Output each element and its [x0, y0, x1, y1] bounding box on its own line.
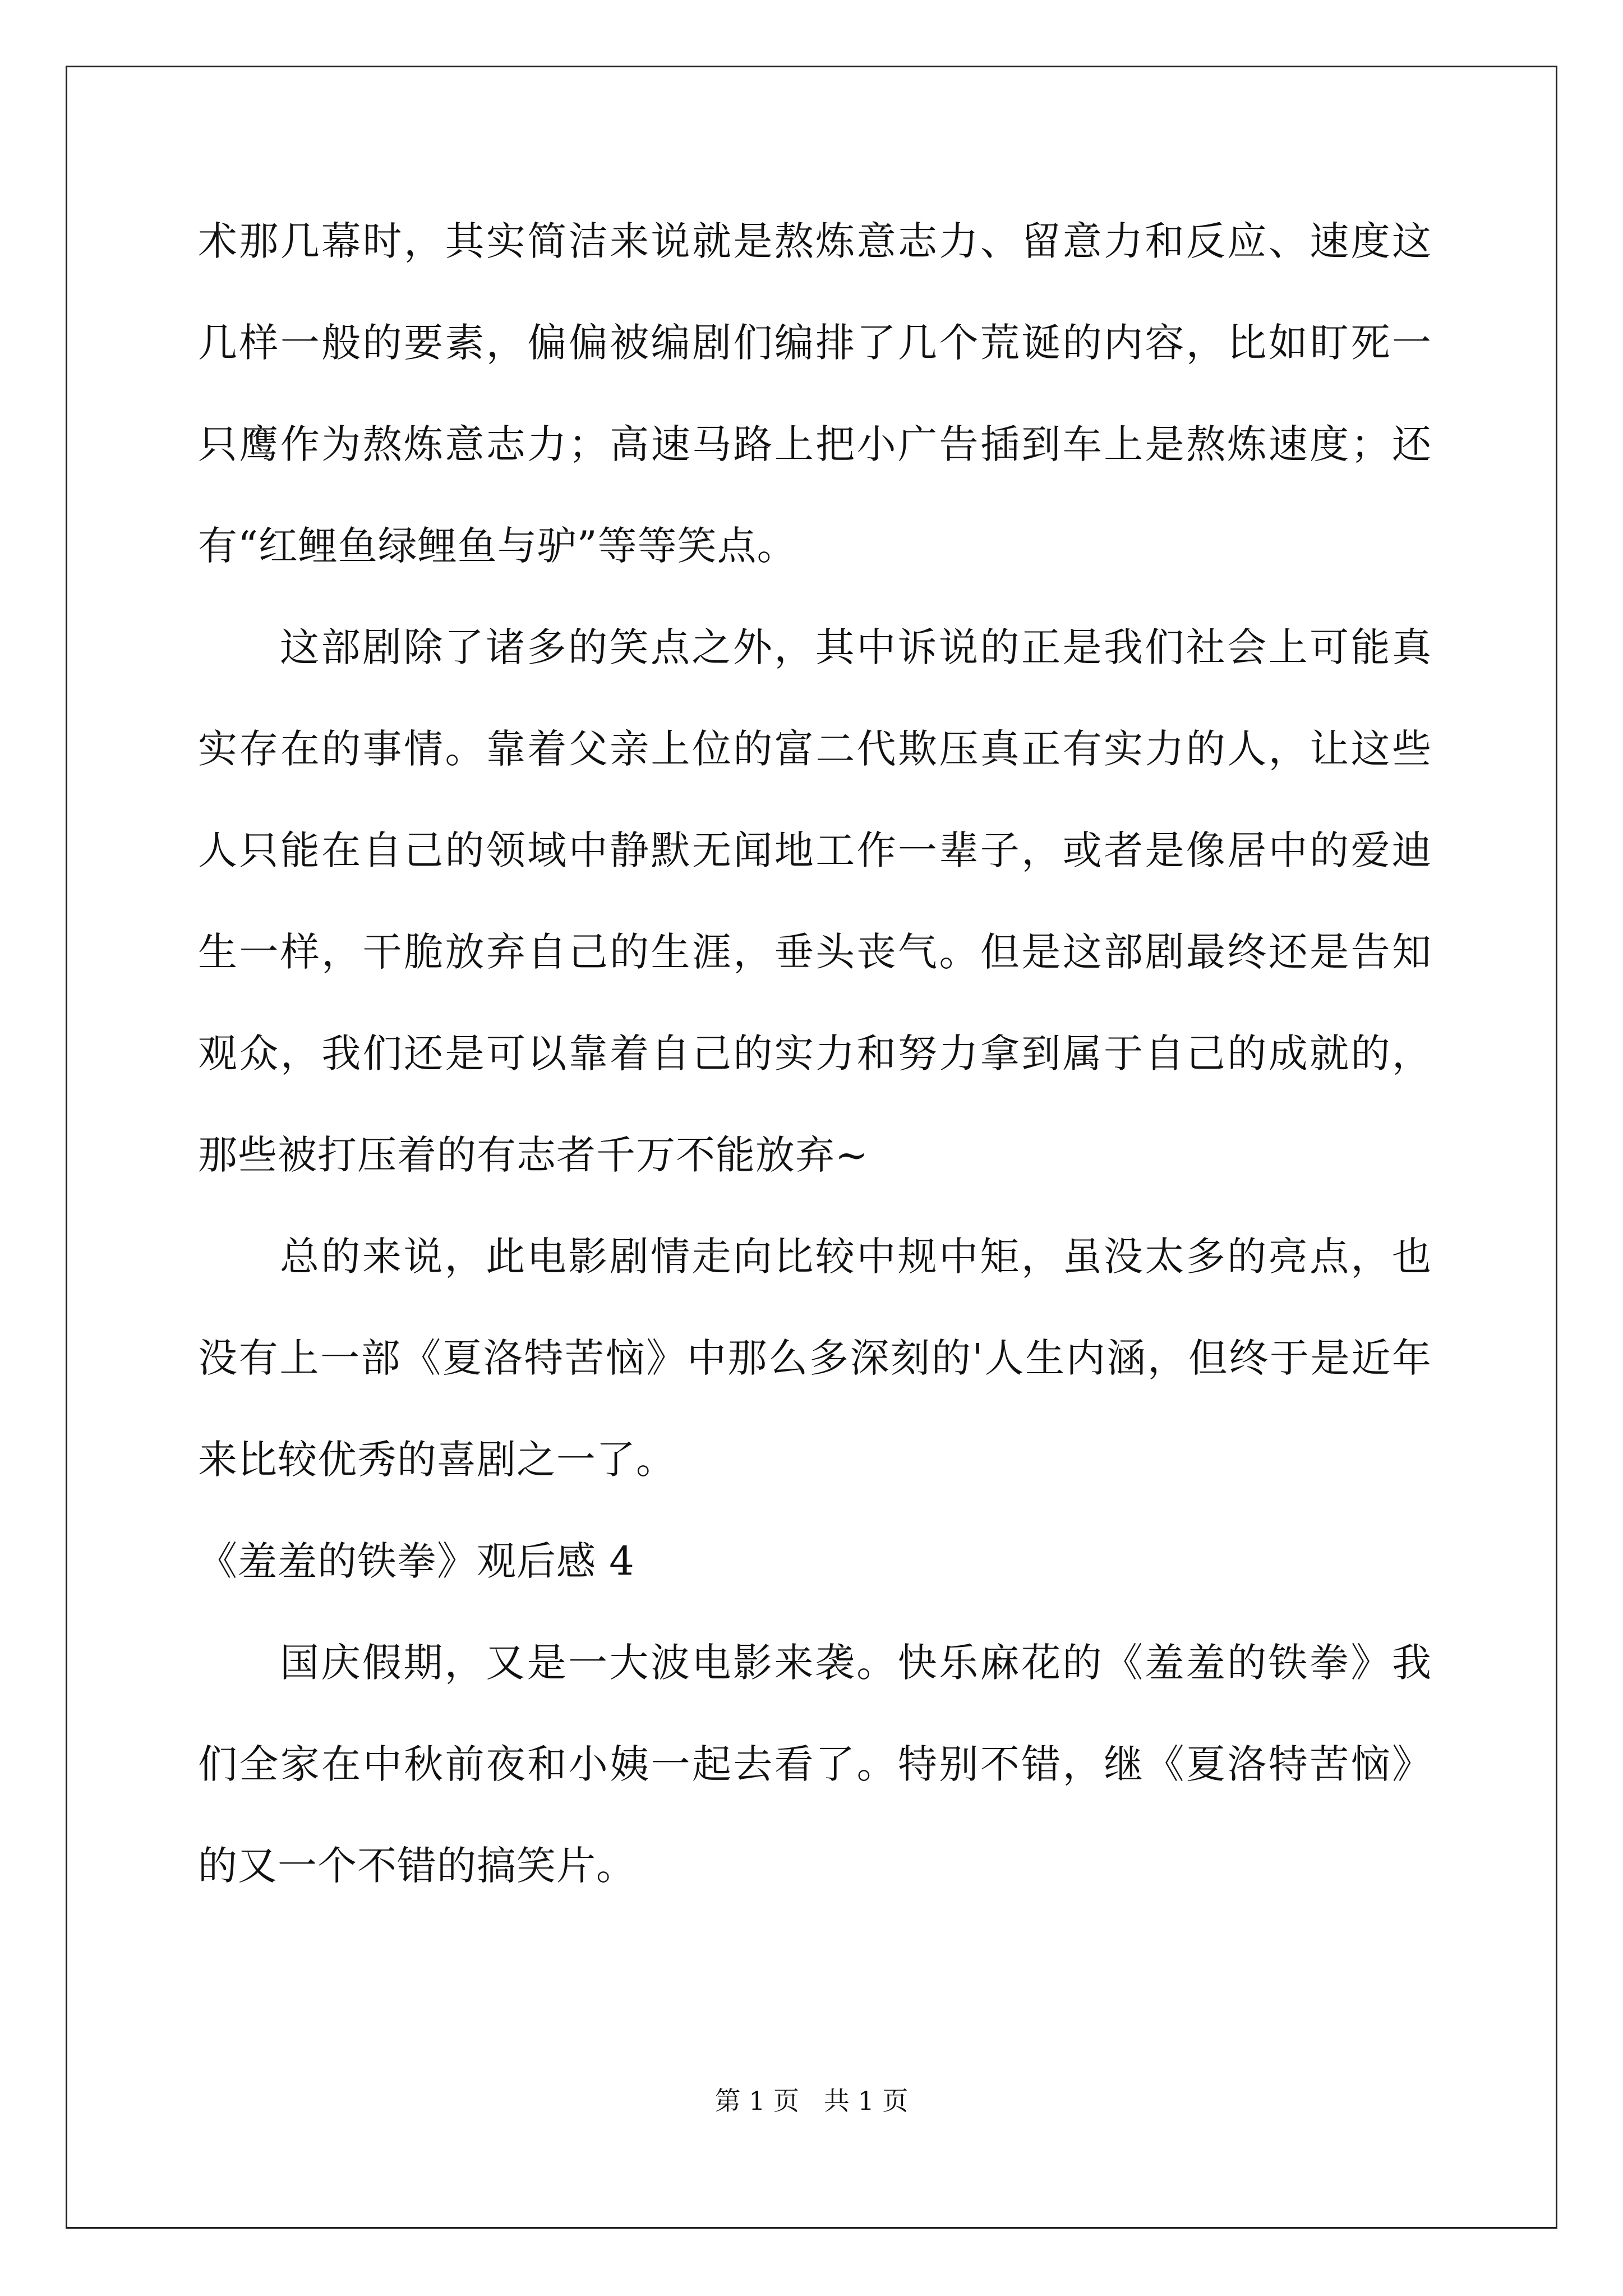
text-line: 实存在的事情。靠着父亲上位的富二代欺压真正有实力的人，让这些 — [198, 726, 1432, 772]
text-line: 几样一般的要素，偏偏被编剧们编排了几个荒诞的内容，比如盯死一 — [198, 320, 1432, 366]
text-line: 来比较优秀的喜剧之一了。 — [198, 1437, 676, 1483]
paragraph-first-line: 国庆假期，又是一大波电影来袭。快乐麻花的《羞羞的铁拳》我 — [280, 1640, 1432, 1686]
text-line: 有“红鲤鱼绿鲤鱼与驴”等等笑点。 — [198, 523, 797, 569]
text-line: 生一样，干脆放弃自己的生涯，垂头丧气。但是这部剧最终还是告知 — [198, 929, 1432, 975]
text-line: 观众，我们还是可以靠着自己的实力和努力拿到属于自己的成就的， — [198, 1030, 1432, 1076]
text-line: 术那几幕时，其实简洁来说就是熬炼意志力、留意力和反应、速度这 — [198, 218, 1432, 264]
text-line: 的又一个不错的搞笑片。 — [198, 1843, 636, 1889]
text-line: 人只能在自己的领域中静默无闻地工作一辈子，或者是像居中的爱迪 — [198, 827, 1432, 873]
text-line: 们全家在中秋前夜和小姨一起去看了。特别不错，继《夏洛特苦恼》 — [198, 1741, 1432, 1787]
paragraph-first-line: 总的来说，此电影剧情走向比较中规中矩，虽没太多的亮点，也 — [280, 1234, 1432, 1280]
paragraph-first-line: 这部剧除了诸多的笑点之外，其中诉说的正是我们社会上可能真 — [280, 624, 1432, 670]
text-line: 那些被打压着的有志者千万不能放弃~ — [198, 1132, 869, 1178]
section-heading: 《羞羞的铁拳》观后感 4 — [198, 1538, 635, 1584]
text-line: 没有上一部《夏洛特苦恼》中那么多深刻的'人生内涵，但终于是近年 — [198, 1335, 1432, 1381]
text-line: 只鹰作为熬炼意志力；高速马路上把小广告插到车上是熬炼速度；还 — [198, 421, 1432, 467]
page-footer: 第 1 页 共 1 页 — [714, 2086, 909, 2116]
